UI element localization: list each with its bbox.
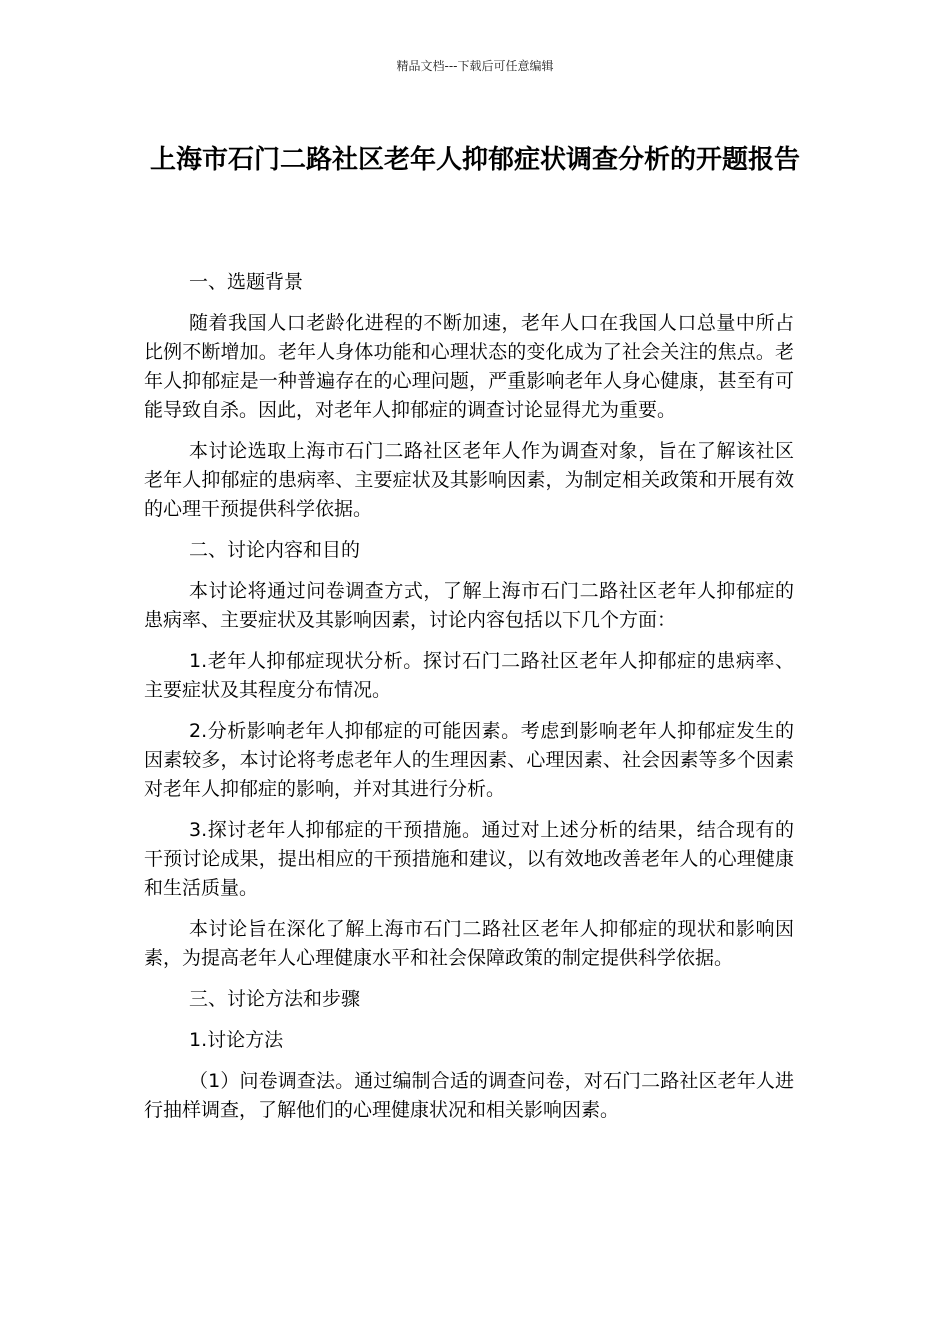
- content-intro-paragraph: 本讨论将通过问卷调查方式，了解上海市石门二路社区老年人抑郁症的患病率、主要症状及其影响因素，讨论内容包括以下几个方面：: [144, 580, 794, 631]
- section-heading-methods: 三、讨论方法和步骤: [189, 988, 361, 1010]
- page-header-note: 精品文档---下载后可任意编辑: [396, 59, 554, 73]
- content-list-item: 1.老年人抑郁症现状分析。探讨石门二路社区老年人抑郁症的患病率、主要症状及其程度分布情况。: [144, 650, 794, 701]
- document-title: 上海市石门二路社区老年人抑郁症状调查分析的开题报告: [149, 145, 800, 175]
- content-list-item: 2.分析影响老年人抑郁症的可能因素。考虑到影响老年人抑郁症发生的因素较多，本讨论将考虑老年人的生理因素、心理因素、社会因素等多个因素对老年人抑郁症的影响，并对其进行分析。: [144, 720, 794, 800]
- document-body: [144, 268, 794, 1137]
- content-conclusion-paragraph: 本讨论旨在深化了解上海市石门二路社区老年人抑郁症的现状和影响因素，为提高老年人心理健康水平和社会保障政策的制定提供科学依据。: [144, 918, 794, 969]
- section-heading-content: 二、讨论内容和目的: [189, 539, 361, 561]
- methods-list-item: （1）问卷调查法。通过编制合适的调查问卷，对石门二路社区老年人进行抽样调查，了解他们的心理健康状况和相关影响因素。: [144, 1070, 794, 1121]
- background-paragraph: 随着我国人口老龄化进程的不断加速，老年人口在我国人口总量中所占比例不断增加。老年人身体功能和心理状态的变化成为了社会关注的焦点。老年人抑郁症是一种普遍存在的心理问题，严重影响老年人身心健康，甚至有可能导致自杀。因此，对老年人抑郁症的调查讨论显得尤为重要。: [144, 312, 794, 421]
- content-list-item: 3.探讨老年人抑郁症的干预措施。通过对上述分析的结果，结合现有的干预讨论成果，提出相应的干预措施和建议，以有效地改善老年人的心理健康和生活质量。: [144, 819, 794, 899]
- background-paragraph: 本讨论选取上海市石门二路社区老年人作为调查对象，旨在了解该社区老年人抑郁症的患病率、主要症状及其影响因素，为制定相关政策和开展有效的心理干预提供科学依据。: [144, 440, 794, 520]
- section-heading-background: 一、选题背景: [189, 271, 304, 293]
- methods-subheading: 1.讨论方法: [189, 1029, 284, 1051]
